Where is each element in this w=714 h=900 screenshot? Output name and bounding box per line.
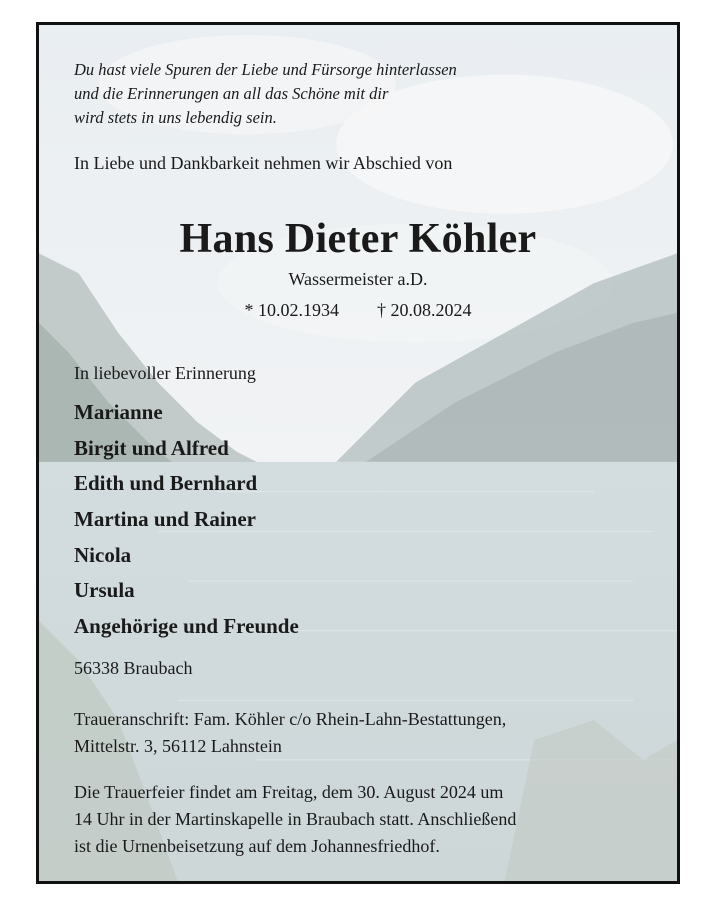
town: 56338 Braubach bbox=[74, 658, 193, 678]
mourner-name: Martina und Rainer bbox=[74, 507, 257, 532]
mourner-name: Ursula bbox=[74, 578, 135, 603]
memorial-verse bbox=[74, 58, 457, 130]
verse-line: und die Erinnerungen an all das Schöne mit dir bbox=[74, 84, 389, 103]
service-line: ist die Urnenbeisetzung auf dem Johannesfriedhof. bbox=[74, 836, 440, 856]
obituary-frame bbox=[36, 22, 680, 884]
deceased-name: Hans Dieter Köhler bbox=[179, 216, 537, 262]
mourner-name: Nicola bbox=[74, 542, 132, 567]
deceased-title: Wassermeister a.D. bbox=[288, 269, 428, 289]
obituary-content bbox=[39, 25, 677, 881]
remembrance-heading: In liebevoller Erinnerung bbox=[74, 363, 256, 383]
funeral-service-info bbox=[74, 779, 516, 860]
life-dates bbox=[39, 300, 677, 321]
address-line: Mittelstr. 3, 56112 Lahnstein bbox=[74, 736, 282, 756]
mourning-address bbox=[74, 706, 506, 760]
mourner-name: Edith und Bernhard bbox=[74, 471, 258, 496]
mourner-name: Birgit und Alfred bbox=[74, 435, 229, 460]
birth-date: * 10.02.1934 bbox=[244, 300, 339, 320]
address-line: Traueranschrift: Fam. Köhler c/o Rhein-Lahn-Bestattungen, bbox=[74, 709, 507, 729]
service-line: 14 Uhr in der Martinskapelle in Braubach statt. Anschließend bbox=[74, 809, 517, 829]
death-date: † 20.08.2024 bbox=[377, 300, 472, 320]
service-line: Die Trauerfeier findet am Freitag, dem 30. August 2024 um bbox=[74, 782, 504, 802]
verse-line: wird stets in uns lebendig sein. bbox=[74, 108, 277, 127]
verse-line: Du hast viele Spuren der Liebe und Fürsorge hinterlassen bbox=[74, 60, 457, 79]
mourner-name: Angehörige und Freunde bbox=[74, 614, 299, 639]
mourners-list bbox=[74, 395, 299, 645]
mourner-name: Marianne bbox=[74, 400, 163, 424]
farewell-intro: In Liebe und Dankbarkeit nehmen wir Abschied von bbox=[74, 153, 453, 173]
